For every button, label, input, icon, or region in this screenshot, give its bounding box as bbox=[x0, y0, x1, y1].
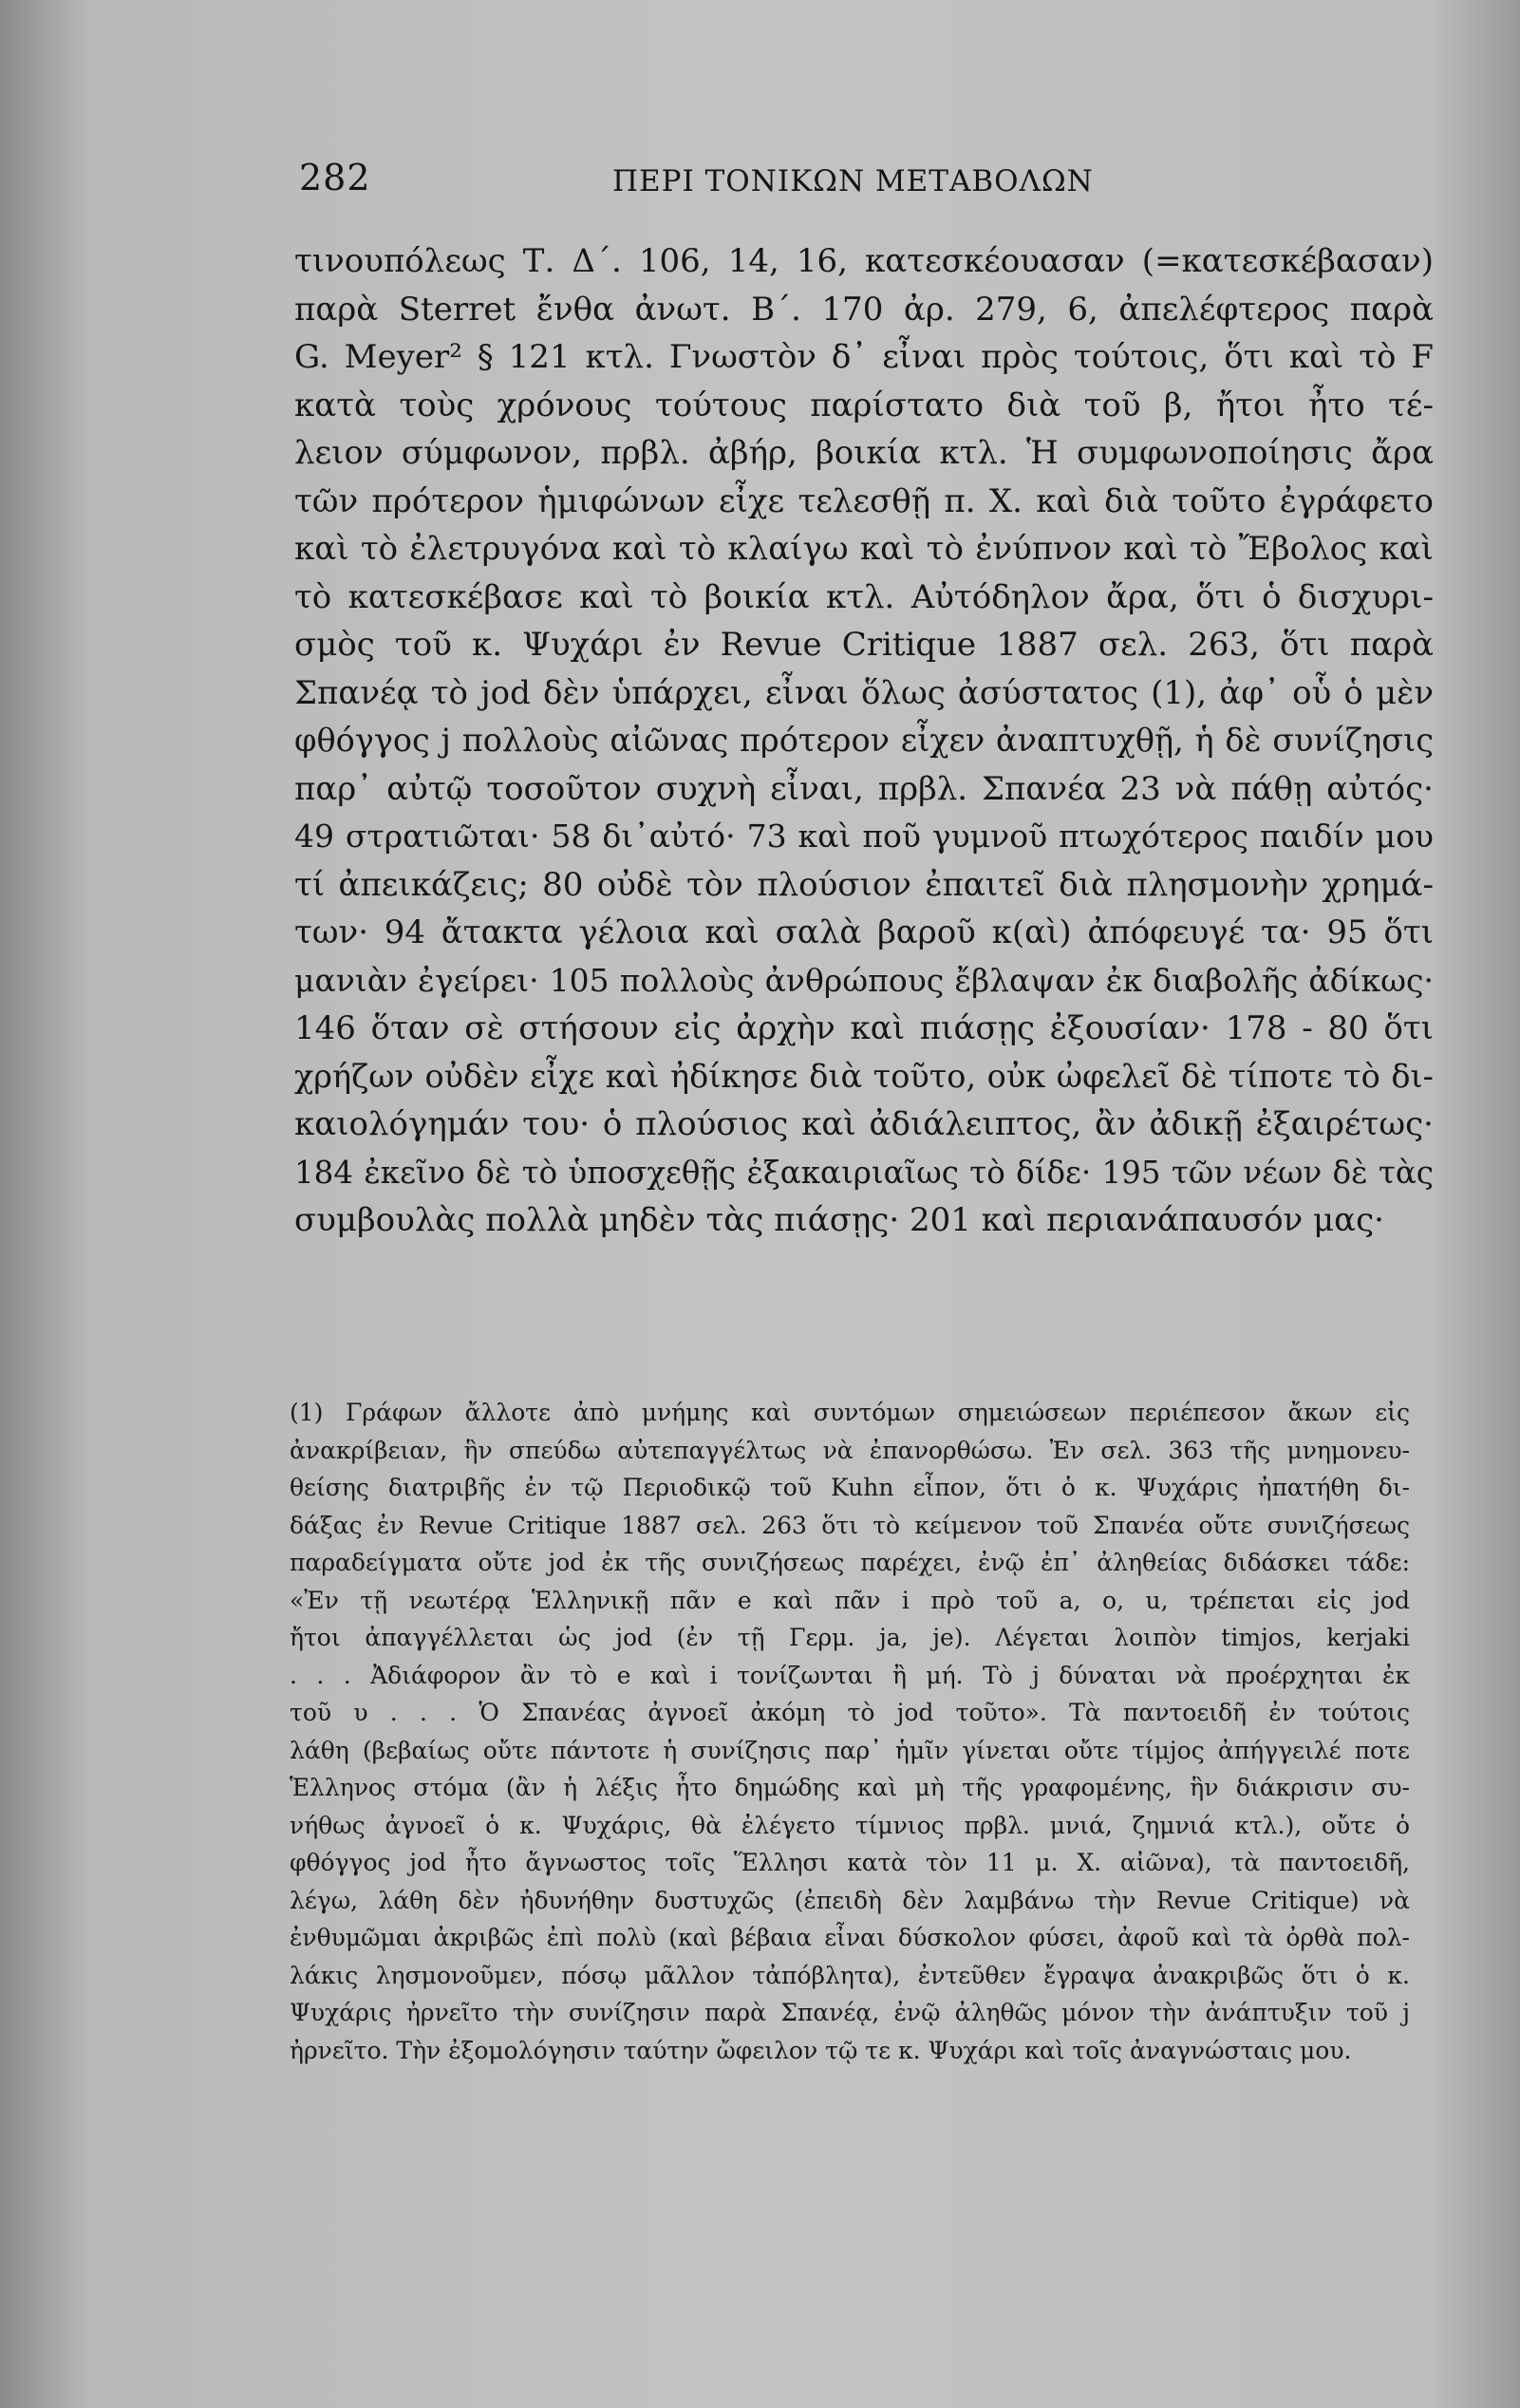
footnote-line: νήθως ἀγνοεῖ ὁ κ. Ψυχάρις, θὰ ἐλέγετο τίμνιος πρβλ. μνιά, ζημνιά κτλ.), οὔτε ὁ bbox=[290, 1811, 1410, 1839]
text-line: 49 στρατιῶται· 58 δι᾽αὐτό· 73 καὶ ποῦ γυμνοῦ πτωχότερος παιδίν μου bbox=[294, 818, 1434, 855]
text-line: φθόγγος j πολλοὺς αἰῶνας πρότερον εἶχεν ἀναπτυχθῇ, ἡ δὲ συνίζησις bbox=[294, 722, 1434, 759]
text-line: των· 94 ἄτακτα γέλοια καὶ σαλὰ βαροῦ κ(αὶ) ἀπόφευγέ τα· 95 ὅτι bbox=[294, 913, 1434, 951]
text-line: Σπανέᾳ τὸ jod δὲν ὑπάρχει, εἶναι ὅλως ἀσύστατος (1), ἀφ᾽ οὗ ὁ μὲν bbox=[294, 673, 1434, 712]
footnote-block bbox=[290, 1394, 1410, 2069]
text-line: κατὰ τοὺς χρόνους τούτους παρίστατο διὰ τοῦ β, ἤτοι ἦτο τέ- bbox=[294, 386, 1434, 424]
text-line: G. Meyer² § 121 κτλ. Γνωστὸν δ᾽ εἶναι πρὸς τούτοις, ὅτι καὶ τὸ F bbox=[294, 338, 1434, 376]
footnote-line: παραδείγματα οὔτε jod ἐκ τῆς συνιζήσεως παρέχει, ἐνῷ ἐπ᾽ ἀληθείας διδάσκει τάδε: bbox=[290, 1549, 1410, 1576]
footnote-line: λάθη (βεβαίως οὔτε πάντοτε ἡ συνίζησις παρ᾽ ἡμῖν γίνεται οὔτε τίμjος ἀπήγγειλέ ποτε bbox=[290, 1736, 1410, 1764]
footnote-line: Ψυχάρις ἠρνεῖτο τὴν συνίζησιν παρὰ Σπανέᾳ, ἐνῷ ἀληθῶς μόνον τὴν ἀνάπτυξιν τοῦ j bbox=[290, 1999, 1410, 2026]
footnote-line: ἠρνεῖτο. Τὴν ἐξομολόγησιν ταύτην ὤφειλον τῷ τε κ. Ψυχάρι καὶ τοῖς ἀναγνώσταις μου. bbox=[290, 2036, 1352, 2064]
text-line: μανιὰν ἐγείρει· 105 πολλοὺς ἀνθρώπους ἔβλαψαν ἐκ διαβολῆς ἀδίκως· bbox=[294, 961, 1434, 999]
text-line: τῶν πρότερον ἡμιφώνων εἶχε τελεσθῇ π. Χ. καὶ διὰ τοῦτο ἐγράφετο bbox=[294, 481, 1434, 520]
footnote-line: λάκις λησμονοῦμεν, πόσῳ μᾶλλον τἀπόβλητα), ἐντεῦθεν ἔγραψα ἀνακριβῶς ὅτι ὁ κ. bbox=[290, 1961, 1410, 1989]
running-title: ΠΕΡΙ ΤΟΝΙΚΩΝ ΜΕΤΑΒΟΛΩΝ bbox=[612, 164, 1094, 198]
footnote-line: δάξας ἐν Revue Critique 1887 σελ. 263 ὅτι τὸ κείμενον τοῦ Σπανέα οὔτε συνιζήσεως bbox=[290, 1511, 1410, 1539]
text-line: τινουπόλεως Τ. Δ΄. 106, 14, 16, κατεσκέουασαν (=κατεσκέβασαν) bbox=[294, 242, 1434, 280]
footnote-line: τοῦ υ . . . Ὁ Σπανέας ἀγνοεῖ ἀκόμη τὸ jod τοῦτο». Τὰ παντοειδῆ ἐν τούτοις bbox=[290, 1699, 1410, 1726]
text-line: συμβουλὰς πολλὰ μηδὲν τὰς πιάσῃς· 201 καὶ περιανάπαυσόν μας· bbox=[294, 1201, 1384, 1239]
text-line: καὶ τὸ ἐλετρυγόνα καὶ τὸ κλαίγω καὶ τὸ ἐνύπνον καὶ τὸ Ἔβολος καὶ bbox=[294, 530, 1434, 568]
text-line: τὸ κατεσκέβασε καὶ τὸ βοικία κτλ. Αὐτόδηλον ἄρα, ὅτι ὁ δισχυρι- bbox=[294, 577, 1434, 616]
footnote-line: ἐνθυμῶμαι ἀκριβῶς ἐπὶ πολὺ (καὶ βέβαια εἶναι δύσκολον φύσει, ἀφοῦ καὶ τὰ ὀρθὰ πολ- bbox=[290, 1924, 1410, 1951]
footnote-line: λέγω, λάθη δὲν ἠδυνήθην δυστυχῶς (ἐπειδὴ δὲν λαμβάνω τὴν Revue Critique) νὰ bbox=[290, 1886, 1410, 1914]
main-text bbox=[294, 237, 1434, 1245]
text-line: παρ᾽ αὐτῷ τοσοῦτον συχνὴ εἶναι, πρβλ. Σπανέα 23 νὰ πάθῃ αὐτός· bbox=[294, 769, 1434, 808]
footnote-line: ἀνακρίβειαν, ἣν σπεύδω αὐτεπαγγέλτως νὰ ἐπανορθώσω. Ἐν σελ. 363 τῆς μνημονευ- bbox=[290, 1436, 1410, 1464]
text-line: καιολόγημάν του· ὁ πλούσιος καὶ ἀδιάλειπτος, ἂν ἀδικῇ ἐξαιρέτως· bbox=[294, 1105, 1434, 1143]
text-line: σμὸς τοῦ κ. Ψυχάρι ἐν Revue Critique 1887 σελ. 263, ὅτι παρὰ bbox=[294, 626, 1434, 664]
footnote-line: φθόγγος jod ἦτο ἄγνωστος τοῖς Ἕλλησι κατὰ τὸν 11 μ. Χ. αἰῶνα), τὰ παντοειδῆ, bbox=[290, 1849, 1410, 1876]
footnote-line: ἤτοι ἀπαγγέλλεται ὡς jod (ἐν τῇ Γερμ. ja, je). Λέγεται λοιπὸν timjos, kerjaki bbox=[290, 1624, 1410, 1651]
footnote-line: (1) Γράφων ἄλλοτε ἀπὸ μνήμης καὶ συντόμων σημειώσεων περιέπεσον ἄκων εἰς bbox=[290, 1399, 1410, 1426]
page-header bbox=[299, 157, 1154, 214]
footnote-line: θείσης διατριβῆς ἐν τῷ Περιοδικῷ τοῦ Kuhn εἶπον, ὅτι ὁ κ. Ψυχάρις ἠπατήθη δι- bbox=[290, 1474, 1410, 1501]
text-line: τί ἀπεικάζεις; 80 οὐδὲ τὸν πλούσιον ἐπαιτεῖ διὰ πλησμονὴν χρημά- bbox=[294, 865, 1434, 904]
text-line: λειον σύμφωνον, πρβλ. ἀβήρ, βοικία κτλ. Ἡ συμφωνοποίησις ἄρα bbox=[294, 434, 1434, 472]
footnote-line: «Ἐν τῇ νεωτέρᾳ Ἑλληνικῇ πᾶν e καὶ πᾶν i πρὸ τοῦ a, o, u, τρέπεται εἰς jod bbox=[290, 1586, 1410, 1614]
text-line: 184 ἐκεῖνο δὲ τὸ ὑποσχεθῇς ἐξακαιριαῖως τὸ δίδε· 195 τῶν νέων δὲ τὰς bbox=[294, 1154, 1434, 1191]
text-line: 146 ὅταν σὲ στήσουν εἰς ἀρχὴν καὶ πιάσῃς ἐξουσίαν· 178 - 80 ὅτι bbox=[294, 1009, 1434, 1047]
text-line: παρὰ Sterret ἔνθα ἀνωτ. Β΄. 170 ἀρ. 279, 6, ἀπελέφτερος παρὰ bbox=[294, 290, 1434, 329]
footnote-line: Ἑλληνος στόμα (ἂν ἡ λέξις ἦτο δημώδης καὶ μὴ τῆς γραφομένης, ἣν διάκρισιν συ- bbox=[290, 1774, 1410, 1801]
text-line: χρήζων οὐδὲν εἶχε καὶ ἠδίκησε διὰ τοῦτο, οὐκ ὠφελεῖ δὲ τίποτε τὸ δι- bbox=[294, 1057, 1434, 1095]
page-number: 282 bbox=[299, 157, 371, 198]
footnote-line: . . . Ἀδιάφορον ἂν τὸ e καὶ i τονίζωνται ἢ μή. Τὸ j δύναται νὰ προέρχηται ἐκ bbox=[290, 1661, 1410, 1689]
